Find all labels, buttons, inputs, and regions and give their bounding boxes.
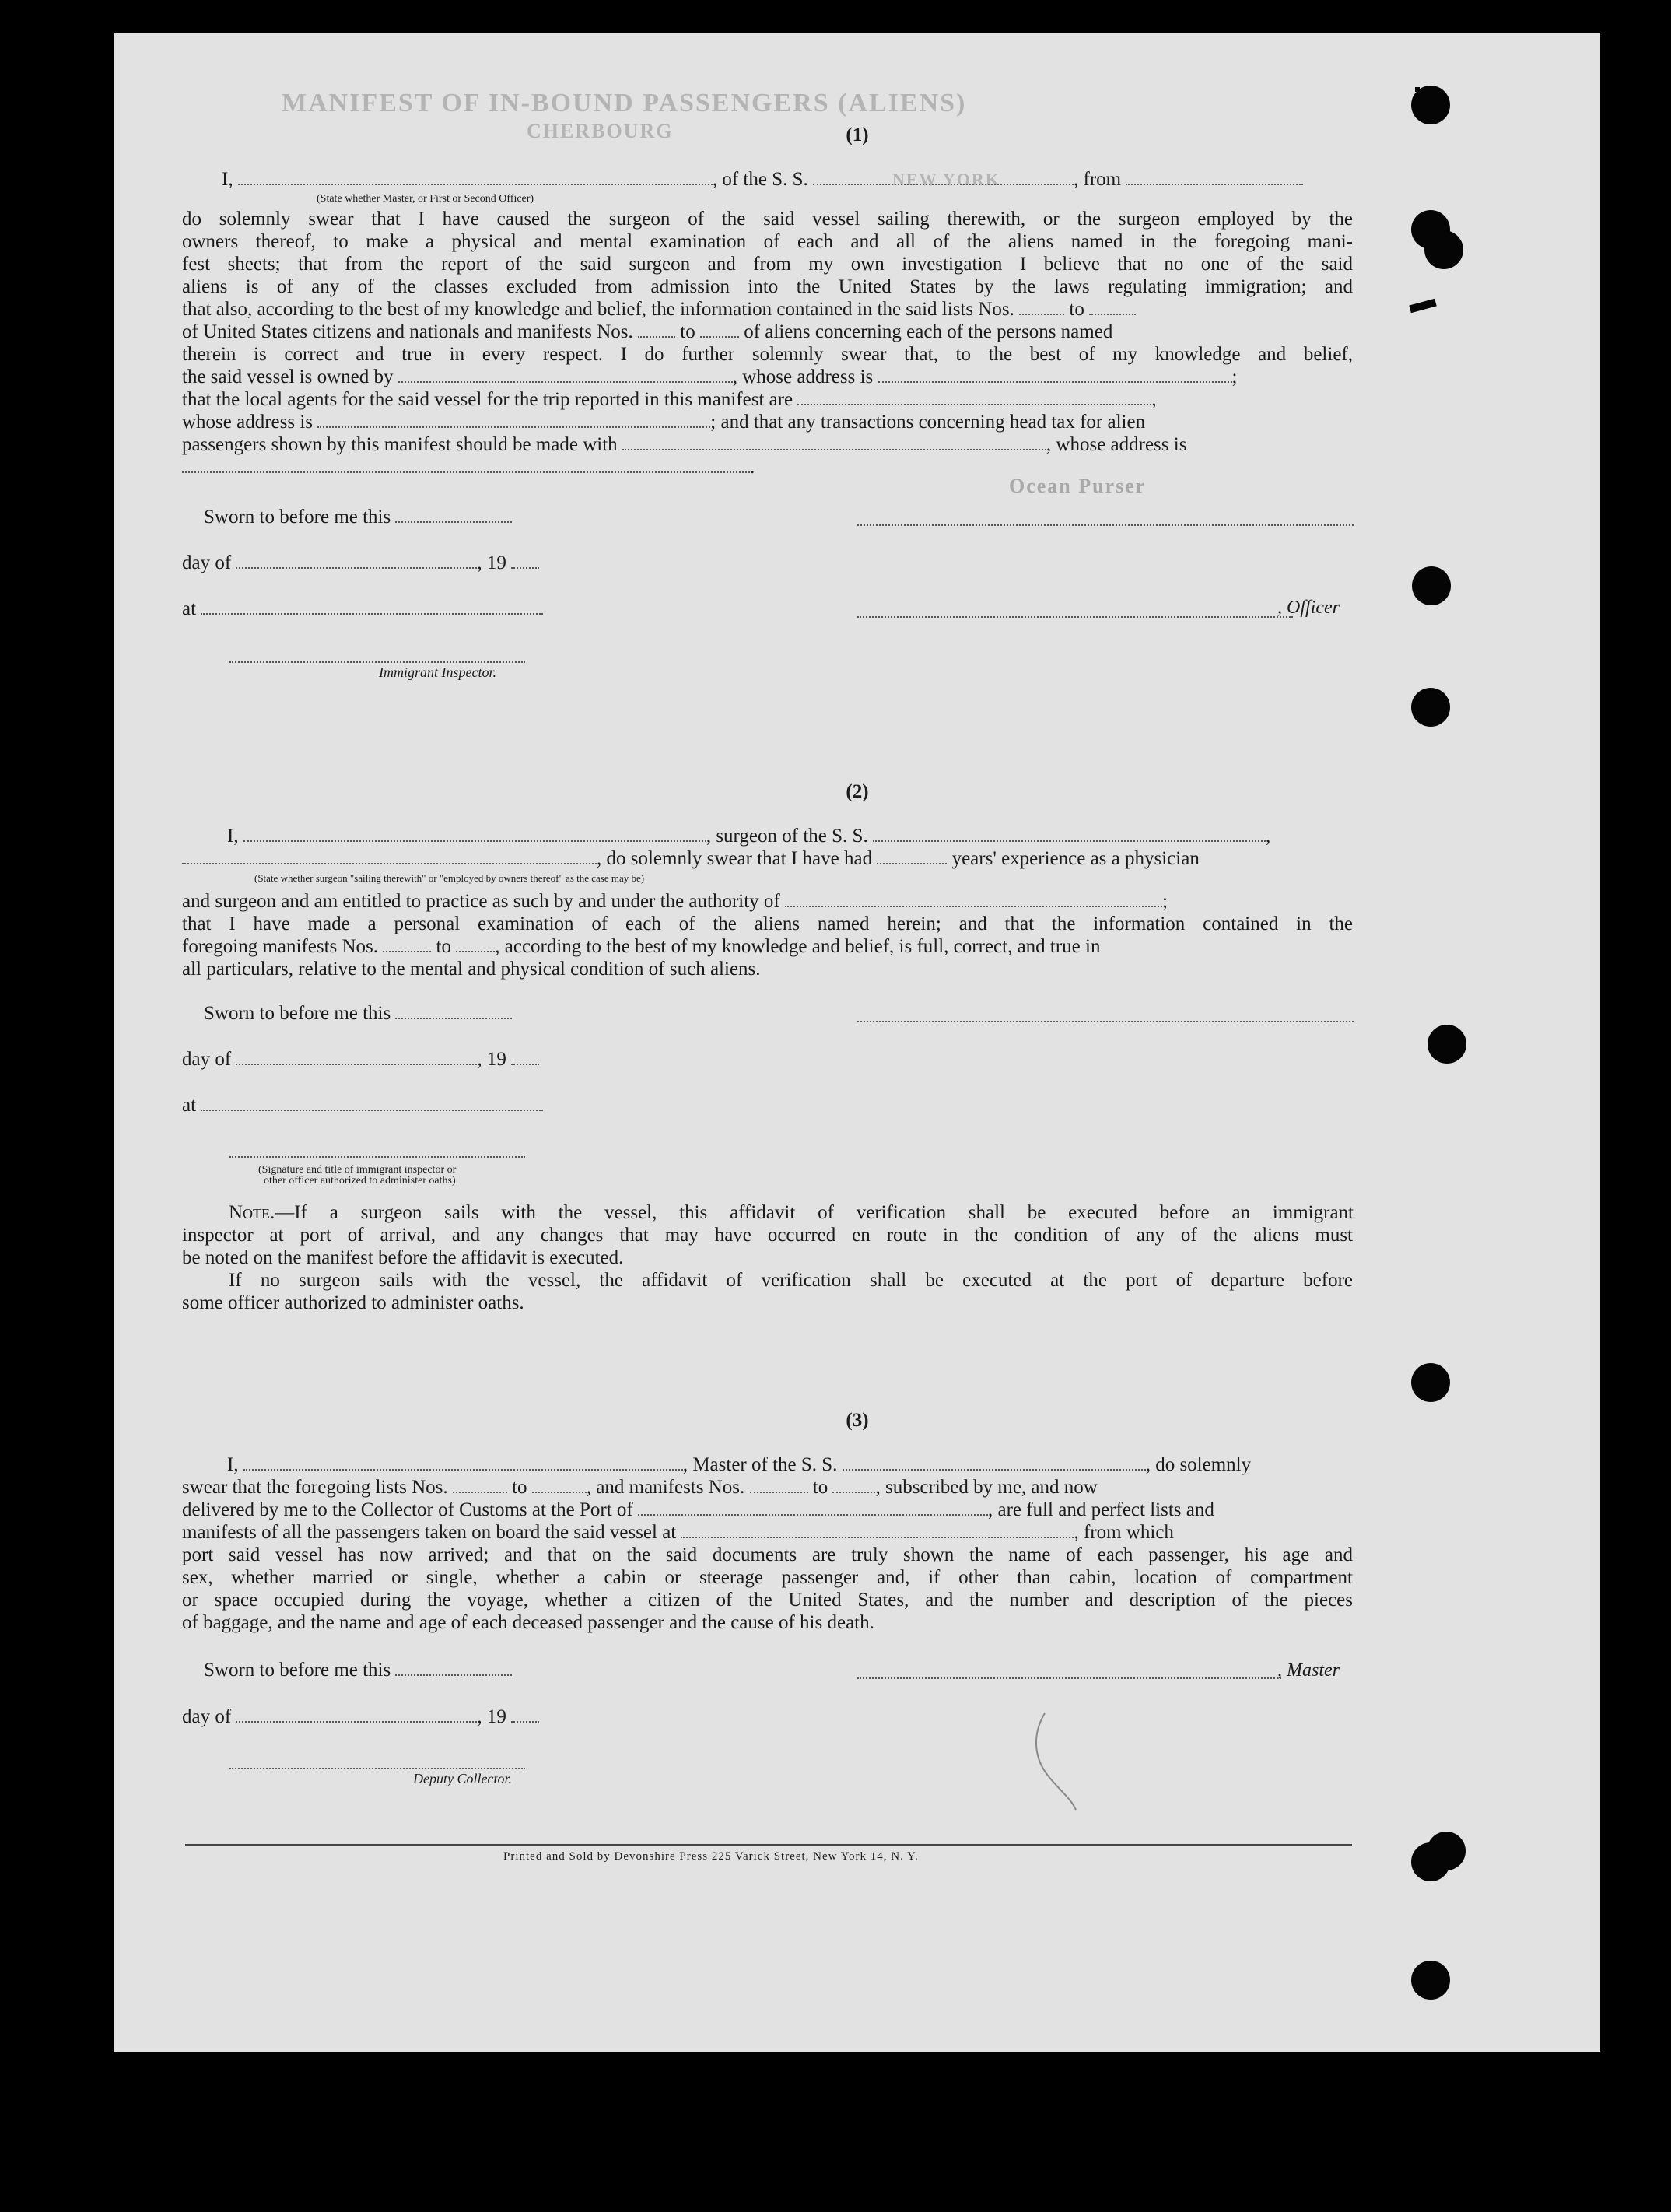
faint-stamp-3: Ocean Purser [1009, 475, 1147, 497]
s3-manifests: manifests of all the passengers taken on board the said vessel at , from which [182, 1522, 1174, 1543]
s1-inspector-line [229, 660, 525, 663]
s1-note-master: (State whether Master, or First or Second Officer) [317, 193, 534, 205]
footer-rule [185, 1844, 1352, 1846]
s2-sig-title-line [229, 1155, 525, 1158]
s2-authority: and surgeon and am entitled to practice as such by and under the authority of ; [182, 891, 1168, 912]
s1-officer-label: , Officer [1277, 598, 1340, 618]
s1-day-of: day of , 19 [182, 552, 539, 575]
s2-line-i: I, , surgeon of the S. S. , [227, 826, 1271, 847]
s1-from: , from [1074, 169, 1122, 190]
document-page [114, 33, 1600, 2052]
s2-some-officer: some officer authorized to administer oaths. [182, 1292, 524, 1313]
s2-note-last: be noted on the manifest before the affidavit is executed. [182, 1247, 624, 1268]
s2-sig-note-1: (Signature and title of immigrant inspector or [258, 1164, 457, 1176]
s3-para-1: sex, whether married or single, whether a cabin or steerage passenger and, if other than cabin, location of compartment [182, 1567, 1353, 1588]
s1-of-ss: , of the S. S. [712, 169, 808, 190]
s3-sworn: Sworn to before me this [204, 1659, 512, 1682]
binder-hole [1411, 688, 1450, 727]
s1-owned: the said vessel is owned by , whose address is ; [182, 366, 1238, 387]
pencil-mark [1025, 1705, 1087, 1814]
s1-at: at [182, 598, 543, 621]
s2-exam: that I have made a personal examination of each of the aliens named herein; and that the information contained in the [182, 913, 1353, 934]
s2-if-no: If no surgeon sails with the vessel, the affidavit of verification shall be executed at the port of departure before [229, 1270, 1353, 1291]
faint-stamp-2: NEW YORK [892, 170, 1000, 189]
s1-therein: therein is correct and true in every respect. I do further solemnly swear that, to the best of my knowledge and belief, [182, 344, 1353, 365]
s2-note-state: (State whether surgeon "sailing therewith" or "employed by owners thereof" as the case may be) [254, 872, 645, 884]
s1-passengers: passengers shown by this manifest should be made with , whose address is [182, 434, 1187, 455]
s3-collector-line [229, 1766, 525, 1769]
s1-citizens: of United States citizens and nationals and manifests Nos. to of aliens concerning each of the persons named [182, 321, 1113, 342]
s2-sworn: Sworn to before me this [204, 1002, 512, 1025]
footer-printer: Printed and Sold by Devonshire Press 225 Varick Street, New York 14, N. Y. [503, 1850, 919, 1863]
s2-note-first: Note.—If a surgeon sails with the vessel, this affidavit of verification shall be executed before an immigrant [229, 1202, 1354, 1223]
s1-inspector-label: Immigrant Inspector. [379, 664, 496, 680]
binder-hole [1411, 1961, 1450, 2000]
s1-signature-line [857, 523, 1354, 526]
binder-hole [1427, 1832, 1466, 1870]
s2-at: at [182, 1094, 543, 1117]
s3-master-label: , Master [1277, 1660, 1340, 1681]
s2-foregoing: foregoing manifests Nos. to , according to the best of my knowledge and belief, is full, correct, and true in [182, 936, 1101, 957]
section-1-number: (1) [846, 124, 869, 145]
s2-particulars: all particulars, relative to the mental and physical condition of such aliens. [182, 959, 761, 980]
speck [1409, 299, 1436, 313]
s3-day-of: day of , 19 [182, 1705, 539, 1729]
s2-day-of: day of , 19 [182, 1048, 539, 1071]
s1-agents: that the local agents for the said vessel for the trip reported in this manifest are , [182, 389, 1157, 410]
s1-para-1: owners thereof, to make a physical and mental examination of each and all of the aliens named in the foregoing mani- [182, 231, 1353, 252]
s1-para-0: do solemnly swear that I have caused the surgeon of the said vessel sailing therewith, or the surgeon employed by the [182, 209, 1353, 230]
section-3-number: (3) [846, 1410, 869, 1431]
s1-line-i [222, 168, 1303, 191]
faint-header-title: MANIFEST OF IN-BOUND PASSENGERS (ALIENS) [282, 89, 967, 117]
section-2-number: (2) [846, 781, 869, 802]
speck [1415, 87, 1420, 92]
s1-period-line: . [182, 456, 755, 479]
binder-hole [1424, 230, 1463, 269]
s2-note-label: Note. [229, 1202, 275, 1223]
binder-hole [1411, 1363, 1450, 1402]
s3-line-i: I, , Master of the S. S. , do solemnly [227, 1454, 1252, 1475]
s3-para-2: or space occupied during the voyage, whether a citizen of the United States, and the number and description of the pieces [182, 1590, 1353, 1611]
binder-hole [1428, 1025, 1466, 1064]
s3-collector-label: Deputy Collector. [413, 1771, 512, 1786]
s1-para-2: fest sheets; that from the report of the said surgeon and from my own investigation I believe that no one of the said [182, 254, 1353, 275]
s3-master-line [857, 1676, 1281, 1679]
s1-para-3: aliens is of any of the classes excluded from admission into the United States by the laws regulating immigration; and [182, 276, 1353, 297]
s3-para-0: port said vessel has now arrived; and that on the said documents are truly shown the name of each passenger, his age and [182, 1544, 1353, 1565]
s2-signature-line [857, 1019, 1354, 1022]
faint-stamp-1: CHERBOURG [527, 120, 674, 142]
s2-swear: , do solemnly swear that I have had years' experience as a physician [182, 847, 1200, 871]
s1-officer-line [857, 615, 1293, 618]
s1-sworn: Sworn to before me this [204, 506, 512, 529]
s2-note-line-1: inspector at port of arrival, and any changes that may have occurred en route in the condition of any of the aliens must [182, 1225, 1353, 1246]
s1-that-also: that also, according to the best of my knowledge and belief, the information contained in the said lists Nos. to [182, 298, 1136, 321]
s1-i-label: I, [222, 169, 233, 190]
s3-delivered: delivered by me to the Collector of Customs at the Port of , are full and perfect lists and [182, 1499, 1214, 1520]
s2-sig-note-2: other officer authorized to administer oaths) [264, 1175, 456, 1187]
s1-whose: whose address is ; and that any transactions concerning head tax for alien [182, 412, 1146, 433]
s3-para-last: of baggage, and the name and age of each deceased passenger and the cause of his death. [182, 1612, 874, 1633]
binder-hole [1412, 566, 1451, 605]
s3-swear: swear that the foregoing lists Nos. to , and manifests Nos. to , subscribed by me, and now [182, 1477, 1098, 1498]
